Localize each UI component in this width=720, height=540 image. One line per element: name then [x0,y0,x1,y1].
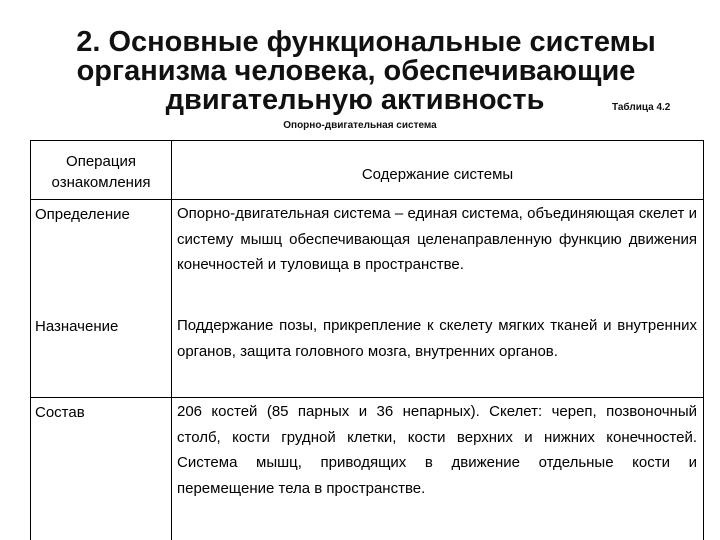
header-divider [31,199,703,200]
slide-title-line-3: двигательную активность [165,84,545,116]
row-label-purpose: Назначение [35,318,119,335]
table-number-label: Таблица 4.2 [612,102,671,113]
row-content-definition: Опорно-двигательная система – единая система, объединяющая скелет и систему мышц обеспечивающая целенаправленную функцию движения конечностей и туловища в пространстве. [177,205,697,273]
row-label-definition: Определение [35,206,130,223]
slide-title-line-1: 2. Основные функциональные системы [76,26,656,58]
row-divider [31,397,703,398]
header-operation-line-1: Операция [66,153,136,170]
row-label-composition: Состав [35,404,85,421]
system-table [30,140,704,540]
column-divider [171,141,172,540]
slide-title-line-2: организма человека, обеспечивающие [76,55,636,87]
header-operation [31,151,171,193]
row-content-composition: 206 костей (85 парных и 36 непарных). Скелет: череп, позвоночный столб, кости грудной клетки, кости верхних и нижних конечностей. Система мышц, приводящих в движение отдельные кости и перемещение тела в пространстве. [177,403,697,497]
header-operation-line-2: ознакомления [51,174,151,191]
row-content-purpose: Поддержание позы, прикрепление к скелету мягких тканей и внутренних органов, защита головного мозга, внутренних органов. [177,317,697,360]
table-subtitle: Опорно-двигательная система [283,120,437,131]
header-content: Содержание системы [361,166,514,183]
